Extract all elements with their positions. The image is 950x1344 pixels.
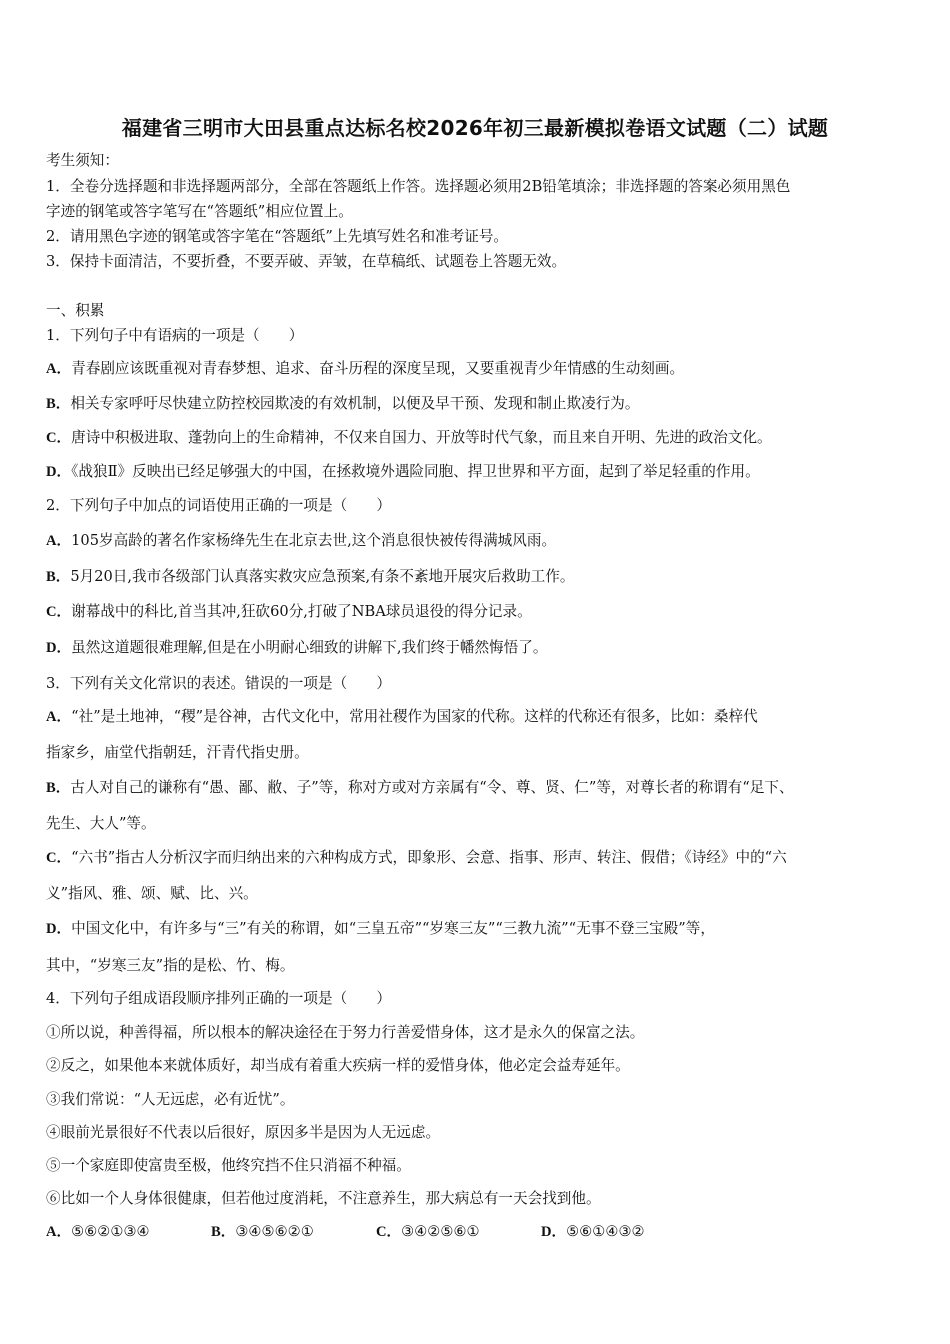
option-letter: A． xyxy=(46,361,72,377)
option-letter: D． xyxy=(541,1224,567,1240)
question-stem: 1．下列句子中有语病的一项是（ ） xyxy=(46,327,304,344)
question-stem: 2．下列句子中加点的词语使用正确的一项是（ ） xyxy=(46,497,391,514)
notice-item: 1．全卷分选择题和非选择题两部分，全部在答题纸上作答。选择题必须用2B铅笔填涂；非选择题的答案必须用黑色 xyxy=(46,178,791,195)
option-continuation: 先生、大人”等。 xyxy=(46,815,156,832)
sentence-item: ④眼前光景很好不代表以后很好，原因多半是因为人无远虑。 xyxy=(46,1124,441,1141)
answer-option xyxy=(46,1223,211,1241)
option-text: ③④②⑤⑥① xyxy=(401,1223,480,1240)
notice-item: 2．请用黑色字迹的钢笔或答字笔在“答题纸”上先填写姓名和准考证号。 xyxy=(46,228,509,245)
option-letter: B． xyxy=(46,396,71,412)
option-letter: B． xyxy=(46,780,71,796)
answer-option xyxy=(46,639,912,657)
option-text: 古人对自己的谦称有“愚、鄙、敝、子”等，称对方或对方亲属有“令、尊、贤、仁”等，对尊长者的称谓有“足下、 xyxy=(70,779,794,796)
option-text: 105岁高龄的著名作家杨绛先生在北京去世,这个消息很快被传得满城风雨。 xyxy=(71,532,557,549)
answer-option xyxy=(46,779,912,797)
sentence-item: ②反之，如果他本来就体质好，却当成有着重大疾病一样的爱惜身体，他必定会益寿延年。 xyxy=(46,1057,630,1074)
option-text: ⑤⑥②①③④ xyxy=(71,1223,150,1240)
answer-option xyxy=(46,920,912,938)
question-stem: 4．下列句子组成语段顺序排列正确的一项是（ ） xyxy=(46,990,391,1007)
option-letter: D． xyxy=(46,640,72,656)
option-text: ③④⑤⑥②① xyxy=(235,1223,314,1240)
option-text: “社”是土地神，“稷”是谷神，古代文化中，常用社稷作为国家的代称。这样的代称还有很多，比如：桑梓代 xyxy=(71,708,758,725)
answer-option xyxy=(46,532,912,550)
option-text: 中国文化中，有许多与“三”有关的称谓，如“三皇五帝”“岁寒三友”“三教九流”“无事不登三宝殿”等， xyxy=(71,920,715,937)
option-letter: B． xyxy=(211,1224,236,1240)
answer-option xyxy=(376,1223,541,1241)
option-text: 唐诗中积极进取、蓬勃向上的生命精神，不仅来自国力、开放等时代气象，而且来自开明、先进的政治文化。 xyxy=(71,429,772,446)
option-letter: B． xyxy=(46,569,71,585)
option-text: “六书”指古人分析汉字而归纳出来的六种构成方式，即象形、会意、指事、形声、转注、假借；《诗经》中的“六 xyxy=(71,849,787,866)
option-text: 相关专家呼吁尽快建立防控校园欺凌的有效机制，以便及早干预、发现和制止欺凌行为。 xyxy=(70,395,640,412)
sentence-item: ⑤一个家庭即使富贵至极，他终究挡不住只消福不种福。 xyxy=(46,1157,411,1174)
answer-option xyxy=(46,429,912,447)
option-letter: C． xyxy=(46,604,72,620)
answer-option xyxy=(46,463,912,481)
answer-option xyxy=(46,360,912,378)
option-continuation: 其中，“岁寒三友”指的是松、竹、梅。 xyxy=(46,957,295,974)
page-title: 福建省三明市大田县重点达标名校2026年初三最新模拟卷语文试题（二）试题 xyxy=(121,116,829,140)
option-letter: D． xyxy=(46,921,72,937)
answer-option xyxy=(211,1223,376,1241)
answer-option xyxy=(46,603,912,621)
option-letter: A． xyxy=(46,709,72,725)
option-text: 《战狼Ⅱ》反映出已经足够强大的中国，在拯救境外遇险同胞、捍卫世界和平方面，起到了举足轻重的作用。 xyxy=(71,463,760,480)
sentence-item: ①所以说，种善得福，所以根本的解决途径在于努力行善爱惜身体，这才是永久的保富之法。 xyxy=(46,1024,645,1041)
sentence-item: ⑥比如一个人身体很健康，但若他过度消耗，不注意养生，那大病总有一天会找到他。 xyxy=(46,1190,601,1207)
notice-item: 字迹的钢笔或答字笔写在“答题纸”相应位置上。 xyxy=(46,203,353,220)
option-letter: D． xyxy=(46,464,72,480)
answer-option xyxy=(46,708,912,726)
option-text: ⑤⑥①④③② xyxy=(566,1223,645,1240)
answer-option xyxy=(46,849,912,867)
notice-heading: 考生须知： xyxy=(46,152,119,169)
option-text: 谢幕战中的科比,首当其冲,狂砍60分,打破了NBA球员退役的得分记录。 xyxy=(71,603,532,620)
answer-options-row xyxy=(46,1223,912,1241)
option-text: 青春剧应该既重视对青春梦想、追求、奋斗历程的深度呈现，又要重视青少年情感的生动刻画。 xyxy=(71,360,685,377)
option-letter: C． xyxy=(46,430,72,446)
option-continuation: 指家乡，庙堂代指朝廷，汗青代指史册。 xyxy=(46,744,309,761)
notice-item: 3．保持卡面清洁，不要折叠，不要弄破、弄皱，在草稿纸、试题卷上答题无效。 xyxy=(46,253,567,270)
option-continuation: 义”指风、雅、颂、赋、比、兴。 xyxy=(46,885,258,902)
option-letter: C． xyxy=(46,850,72,866)
question-stem: 3．下列有关文化常识的表述。错误的一项是（ ） xyxy=(46,675,391,692)
option-text: 虽然这道题很难理解,但是在小明耐心细致的讲解下,我们终于幡然悔悟了。 xyxy=(71,639,548,656)
answer-option xyxy=(541,1223,645,1241)
option-letter: A． xyxy=(46,533,72,549)
section-heading: 一、积累 xyxy=(46,302,105,319)
answer-option xyxy=(46,568,912,586)
option-text: 5月20日,我市各级部门认真落实救灾应急预案,有条不紊地开展灾后救助工作。 xyxy=(70,568,575,585)
option-letter: C． xyxy=(376,1224,402,1240)
option-letter: A． xyxy=(46,1224,72,1240)
sentence-item: ③我们常说：“人无远虑，必有近忧”。 xyxy=(46,1091,295,1108)
answer-option xyxy=(46,395,912,413)
